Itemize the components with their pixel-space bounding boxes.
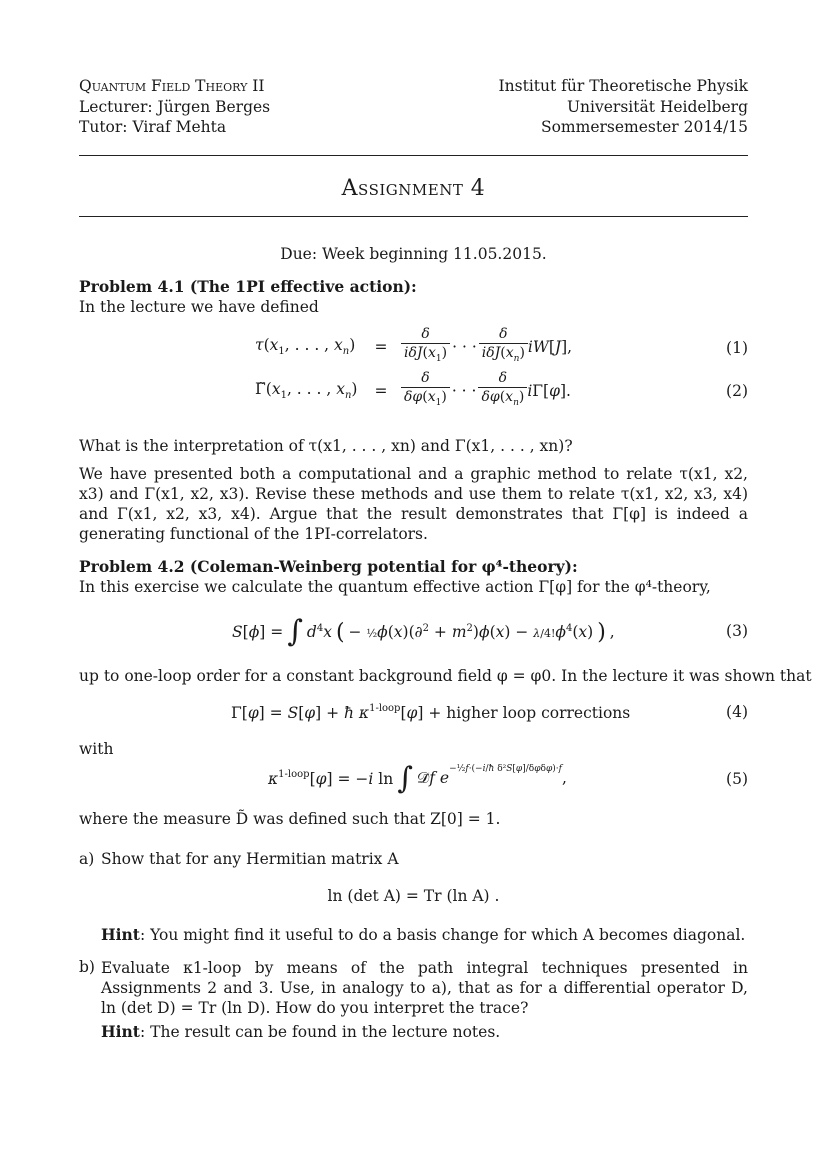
- equation-3-number: (3): [726, 622, 748, 640]
- equation-4: Γ[φ] = S[φ] + ħ $\kappa^{1-loop}[\varphi]$ + higher loop corrections: [231, 703, 631, 722]
- tutor: Tutor: Viraf Mehta: [79, 118, 227, 136]
- problem-1-intro: In the lecture we have defined: [79, 298, 319, 316]
- header-rule: [79, 155, 748, 156]
- university: Universität Heidelberg: [566, 98, 748, 116]
- problem-2-intro: In this exercise we calculate the quantum effective action Γ[φ] for the φ⁴-theory,: [79, 578, 711, 596]
- problem-1-heading: Problem 4.1 (The 1PI effective action):: [79, 277, 417, 296]
- semester: Sommersemester 2014/15: [540, 118, 748, 136]
- part-b-hint-text: : The result can be found in the lecture notes.: [139, 1023, 501, 1041]
- problem-2-with: with: [79, 740, 114, 758]
- document-page: [79, 0, 812, 1169]
- equation-2: $\Gammã(x_1$, . . . , $x_n$) = $\frac{\delta}{\delta\varphi(x_1)}$ · · · $\frac{\delta}{\delta\varphi(x_n)}$ iΓ[φ].: [255, 370, 571, 408]
- assignment-title: Assignment 4: [341, 176, 486, 201]
- equation-1: $\tau(x_1$, . . . , $x_n$) = $\frac{\delta}{i\delta J(x_1)}$ · · · $\frac{\delta}{i\delta J(x_n)}$ iW[J],: [255, 326, 573, 364]
- due-date: Due: Week beginning 11.05.2015.: [280, 245, 547, 263]
- part-a-text: Show that for any Hermitian matrix A: [101, 850, 399, 868]
- part-a-label: a): [79, 850, 95, 868]
- lecturer: Lecturer: Jürgen Berges: [79, 98, 271, 116]
- measure-text: where the measure D̃ was defined such that Z[0] = 1.: [79, 810, 501, 828]
- part-a-hint-text: : You might find it useful to do a basis change for which A becomes diagonal.: [139, 926, 746, 944]
- equation-3: S[ϕ] = ∫ $d^4x$ ( − ½ϕ(x)(∂$^2$ + $m^2)\phi(x) - \lambda/4!\phi^4(x)$ ) ,: [232, 614, 615, 649]
- problem-1-paragraph: We have presented both a computational and a graphic method to relate τ(x1, x2, x3) and Γ(x1, x2, x3). Revise these methods and use them to relate τ(x1, x2, x3, x4) and Γ(x1, x2, x3, x4). Argue that the result demonstrates that Γ[φ] is indeed a generating functional of the 1PI-correlators.: [79, 465, 748, 543]
- equation-2-number: (2): [726, 382, 748, 400]
- part-a-hint-label: Hint: [101, 925, 140, 944]
- problem-2-heading: Problem 4.2 (Coleman-Weinberg potential for φ⁴-theory):: [79, 557, 578, 576]
- part-b-hint-label: Hint: [101, 1022, 140, 1041]
- equation-1-number: (1): [726, 339, 748, 357]
- part-b-hint: [101, 1022, 500, 1041]
- part-a-equation: ln (det A) = Tr (ln A) .: [327, 887, 500, 905]
- institute: Institut für Theoretische Physik: [498, 77, 748, 95]
- part-a-hint: [101, 925, 745, 944]
- equation-5-number: (5): [726, 770, 748, 788]
- equation-5: $\kappa^{1-loop}[\varphi] = -i$ ln ∫ 𝒟̃f e −½f·(−i/ħ δ²S[φ]/δφδφ)·f ,: [268, 760, 567, 796]
- equation-4-number: (4): [726, 703, 748, 721]
- course-title: Quantum Field Theory II: [79, 77, 265, 95]
- part-b-text: Evaluate κ1-loop by means of the path integral techniques presented in Assignments 2 and 3. Use, in analogy to a), that as for a differential operator D, ln (det D) = Tr (ln D). How do you interpret the trace?: [101, 959, 748, 1017]
- problem-1-question: What is the interpretation of τ(x1, . . . , xn) and Γ(x1, . . . , xn)?: [79, 437, 573, 455]
- problem-2-after-eq3: up to one-loop order for a constant background field φ = φ0. In the lecture it was shown that: [79, 667, 812, 685]
- part-b-label: b): [79, 958, 95, 976]
- title-rule: [79, 216, 748, 217]
